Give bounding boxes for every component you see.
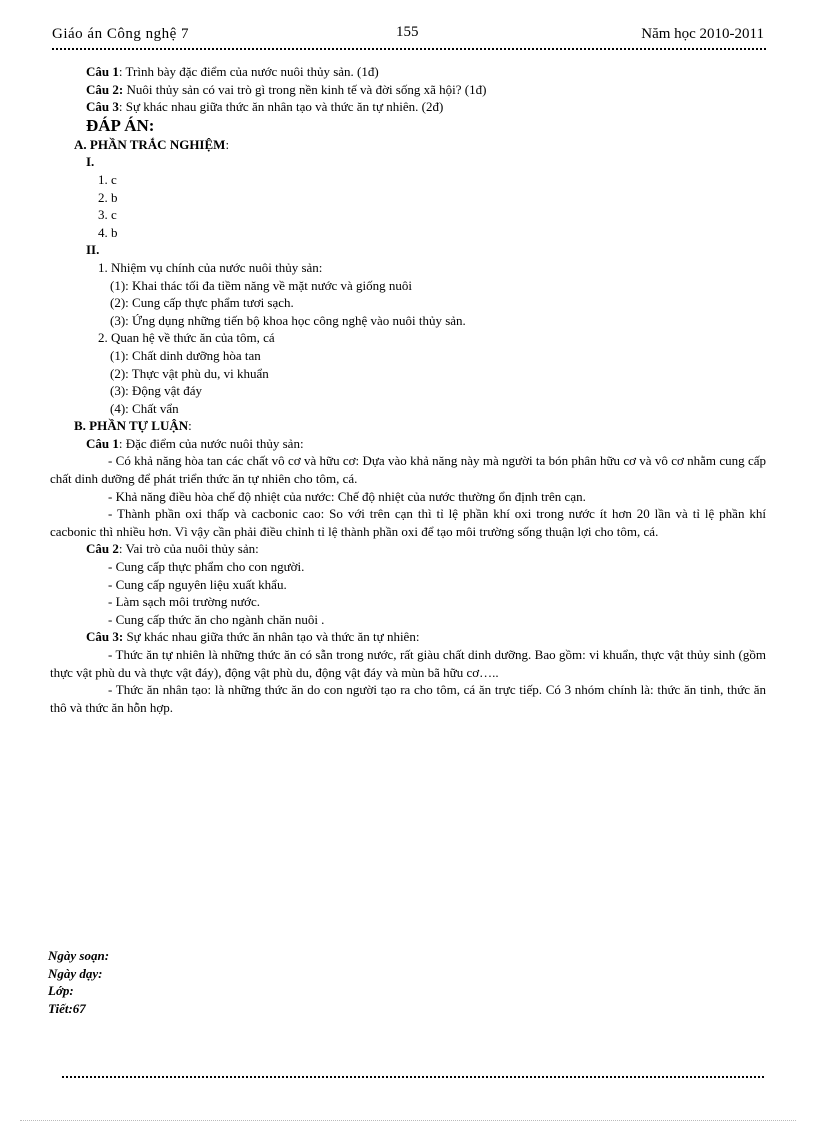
question-2: Câu 2: Nuôi thủy sản có vai trò gì trong nền kinh tế và đời sống xã hội? (1đ) [86,81,487,97]
essay-q1-para: - Khả năng điều hòa chế độ nhiệt của nước: Chế độ nhiệt của nước thường ổn định trên cạn. [108,488,586,504]
page-header [52,24,766,50]
essay-q2-title: Câu 2: Vai trò của nuôi thủy sản: [86,541,259,557]
essay-q2-item: - Làm sạch môi trường nước. [108,594,261,610]
class-label: Lớp: [48,983,74,998]
essay-q3-para: - Thức ăn tự nhiên là những thức ăn có sẵn trong nước, rất giàu chất dinh dưỡng. Bao gồm: vi khuẩn, thực vật thủy sinh (gồm thực vật phù du và thực vật đáy), động vật phù du, động vật đáy và mùn bã hữu cơ….. [50,647,766,680]
fill-q1-title: 1. Nhiệm vụ chính của nước nuôi thủy sản: [98,259,323,275]
question-3: Câu 3: Sự khác nhau giữa thức ăn nhân tạo và thức ăn tự nhiên. (2đ) [86,99,444,115]
mc-answer: 1. c [98,171,117,187]
page-edge-divider [20,1120,796,1121]
header-school-year: Năm học 2010-2011 [641,26,764,42]
period-label: Tiết:67 [48,1000,86,1016]
fill-q2-item: (1): Chất dinh dưỡng hòa tan [110,347,261,363]
answers-title: ĐÁP ÁN: [86,115,155,135]
essay-q1-para: - Có khả năng hòa tan các chất vô cơ và hữu cơ: Dựa vào khả năng này mà người ta bón phân hữu cơ và vô cơ nhằm cung cấp chất dinh dưỡng để phát triển thức ăn tự nhiên cho tôm, cá. [50,453,766,487]
header-course-title: Giáo án Công nghệ 7 [52,26,189,42]
teach-date-label: Ngày dạy: [48,965,103,981]
fill-q1-item: (3): Ứng dụng những tiến bộ khoa học công nghệ vào nuôi thủy sản. [110,312,466,328]
mc-answer: 3. c [98,207,117,223]
fill-q1-item: (2): Cung cấp thực phẩm tươi sạch. [110,295,294,311]
fill-q2-item: (2): Thực vật phù du, vi khuẩn [110,365,269,381]
bottom-divider [62,1076,764,1078]
part-b-title: B. PHẦN TỰ LUẬN: [74,418,192,434]
mc-answer: 4. b [98,224,118,240]
essay-q3-title: Câu 3: Sự khác nhau giữa thức ăn nhân tạo và thức ăn tự nhiên: [86,629,420,645]
fill-q2-title: 2. Quan hệ về thức ăn của tôm, cá [98,330,275,346]
roman-numeral-2: II. [86,242,100,258]
fill-q2-item: (4): Chất vẩn [110,400,179,416]
lesson-info [48,947,109,1017]
prep-date-label: Ngày soạn: [48,948,110,963]
essay-q1-para: - Thành phần oxi thấp và cacbonic cao: So với trên cạn thì tỉ lệ phần khí oxi trong nước ít hơn 20 lần và tỉ lệ phần khí cacbonic thì nhiều hơn. Vì vậy cần phải điều chỉnh tỉ lệ thành phần oxi để tạo môi trường sống thuận lợi cho tôm, cá. [50,506,766,539]
essay-q3-para: - Thức ăn nhân tạo: là những thức ăn do con người tạo ra cho tôm, cá ăn trực tiếp. Có 3 nhóm chính là: thức ăn tinh, thức ăn thô và thức ăn hỗn hợp. [50,682,766,715]
mc-answer: 2. b [98,189,118,205]
fill-q2-item: (3): Động vật đáy [110,383,203,399]
header-page-number: 155 [396,24,419,40]
essay-q2-item: - Cung cấp thức ăn cho ngành chăn nuôi . [108,611,325,627]
fill-q1-item: (1): Khai thác tối đa tiềm năng về mặt nước và giống nuôi [110,277,413,293]
essay-q1-title: Câu 1: Đặc điểm của nước nuôi thủy sản: [86,435,304,451]
roman-numeral-1: I. [86,154,95,170]
part-a-title: A. PHẦN TRẮC NGHIỆM: [74,136,230,152]
document-body [50,63,766,716]
essay-q2-item: - Cung cấp nguyên liệu xuất khẩu. [108,576,287,592]
essay-q2-item: - Cung cấp thực phẩm cho con người. [108,559,305,575]
question-1: Câu 1: Trình bày đặc điểm của nước nuôi thủy sản. (1đ) [86,64,379,79]
